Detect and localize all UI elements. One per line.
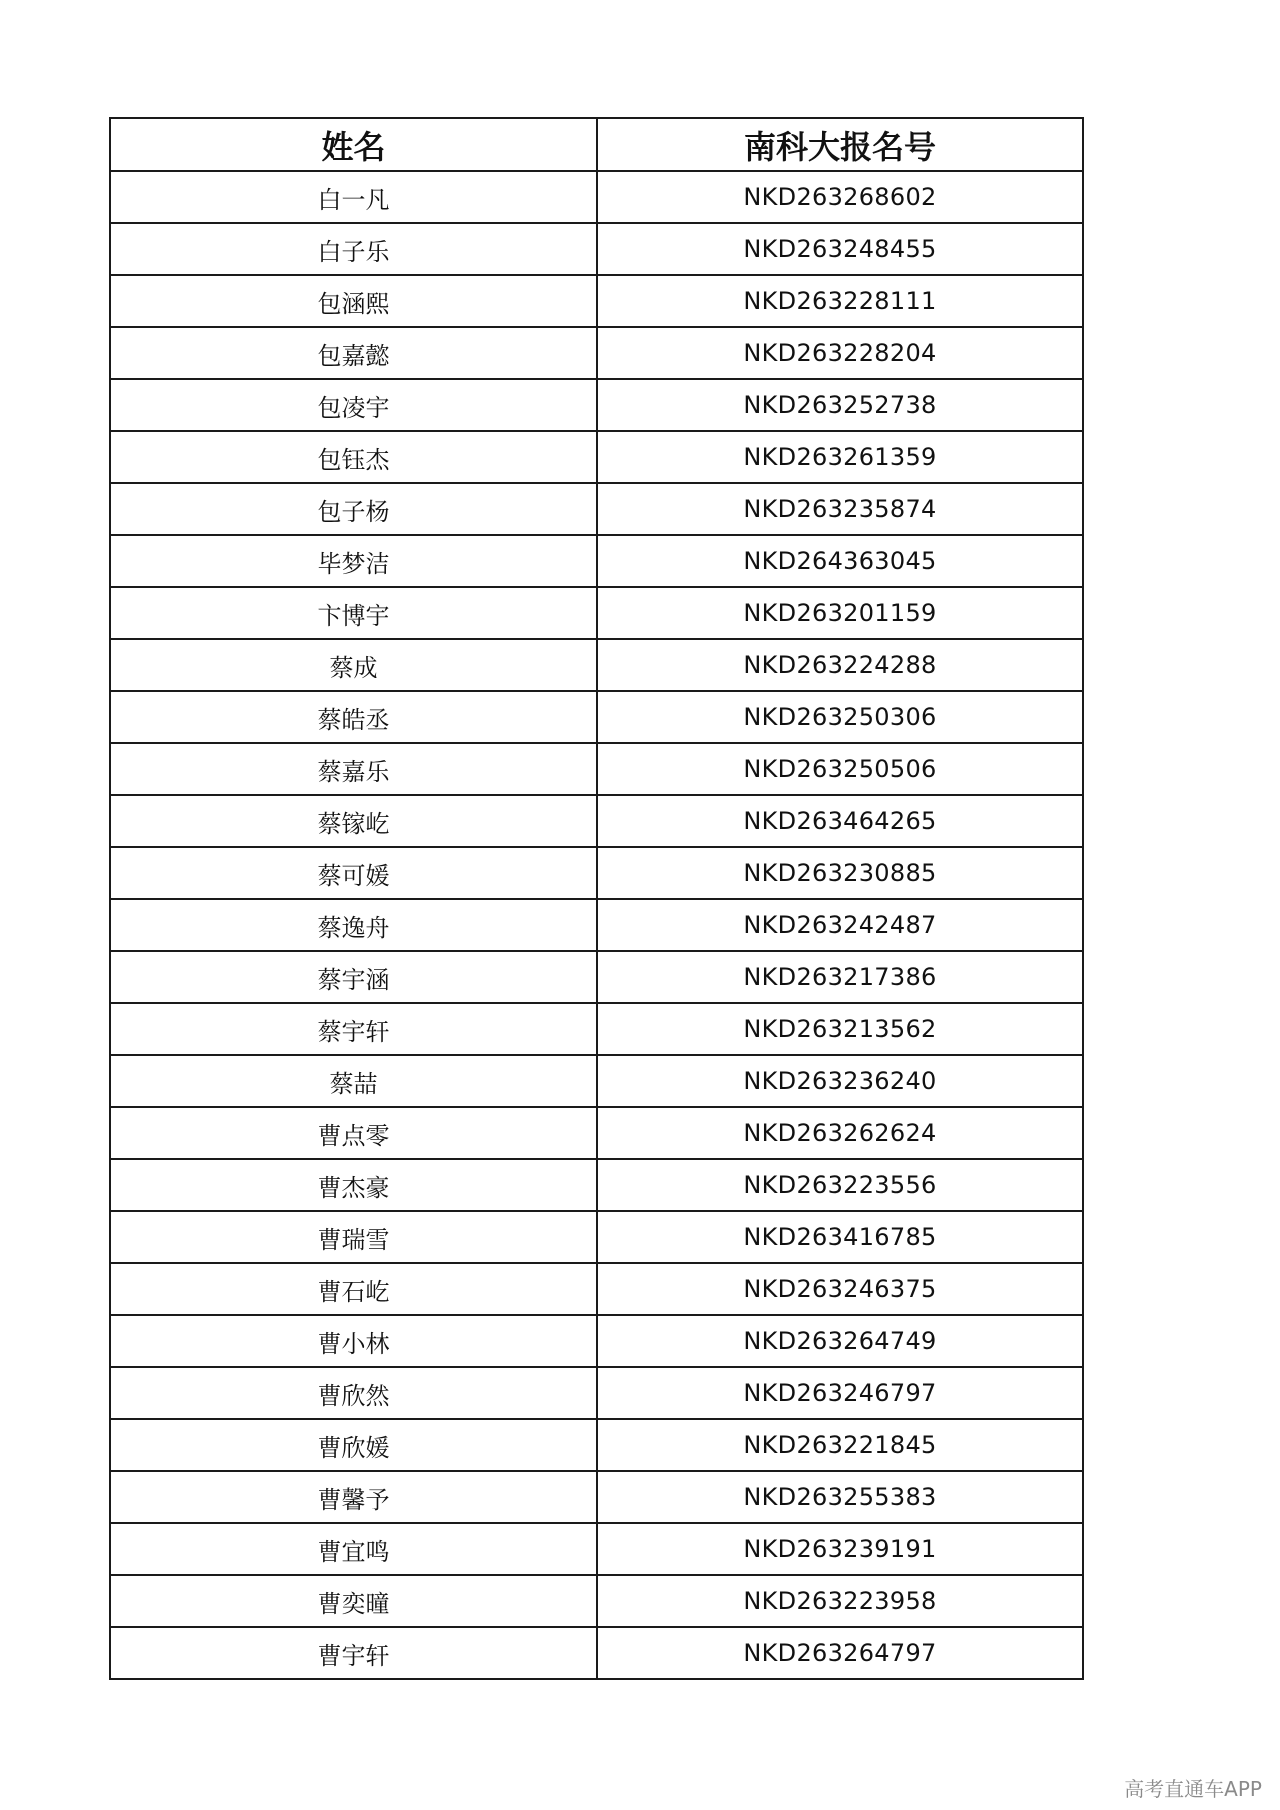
- registration-number-cell: NKD263236240: [597, 1055, 1083, 1107]
- registration-number-cell: NKD263262624: [597, 1107, 1083, 1159]
- registration-number-cell: NKD263235874: [597, 483, 1083, 535]
- student-name-cell: 曹欣媛: [110, 1419, 597, 1471]
- registration-number-cell: NKD263223958: [597, 1575, 1083, 1627]
- table-row: [110, 1627, 1083, 1679]
- registration-number-cell: NKD263213562: [597, 1003, 1083, 1055]
- student-name-cell: 蔡宇轩: [110, 1003, 597, 1055]
- student-name-cell: 蔡嘉乐: [110, 743, 597, 795]
- registration-number-cell: NKD263201159: [597, 587, 1083, 639]
- table-row: [110, 379, 1083, 431]
- table-row: [110, 1575, 1083, 1627]
- registration-number-cell: NKD263221845: [597, 1419, 1083, 1471]
- registration-number-cell: NKD263250506: [597, 743, 1083, 795]
- registration-number-cell: NKD263246375: [597, 1263, 1083, 1315]
- student-name-cell: 曹瑞雪: [110, 1211, 597, 1263]
- table-row: [110, 1523, 1083, 1575]
- student-name-cell: 曹宇轩: [110, 1627, 597, 1679]
- student-name-cell: 曹馨予: [110, 1471, 597, 1523]
- table-row: [110, 1263, 1083, 1315]
- table-row: [110, 899, 1083, 951]
- table-row: [110, 1211, 1083, 1263]
- registration-number-cell: NKD263264749: [597, 1315, 1083, 1367]
- student-name-cell: 白一凡: [110, 171, 597, 223]
- registration-number-cell: NKD263230885: [597, 847, 1083, 899]
- table-row: [110, 535, 1083, 587]
- student-name-cell: 蔡可媛: [110, 847, 597, 899]
- table-row: [110, 483, 1083, 535]
- student-name-cell: 蔡逸舟: [110, 899, 597, 951]
- table-row: [110, 691, 1083, 743]
- registration-number-cell: NKD263464265: [597, 795, 1083, 847]
- table-row: [110, 223, 1083, 275]
- table-row: [110, 1471, 1083, 1523]
- student-name-cell: 蔡皓丞: [110, 691, 597, 743]
- student-name-cell: 蔡宇涵: [110, 951, 597, 1003]
- table-row: [110, 847, 1083, 899]
- table-row: [110, 1367, 1083, 1419]
- student-name-cell: 包钰杰: [110, 431, 597, 483]
- registration-number-cell: NKD263250306: [597, 691, 1083, 743]
- table-row: [110, 951, 1083, 1003]
- student-name-cell: 曹奕曈: [110, 1575, 597, 1627]
- registration-number-cell: NKD264363045: [597, 535, 1083, 587]
- registration-number-cell: NKD263255383: [597, 1471, 1083, 1523]
- registration-number-cell: NKD263252738: [597, 379, 1083, 431]
- student-name-cell: 白子乐: [110, 223, 597, 275]
- table-row: [110, 1315, 1083, 1367]
- registration-number-cell: NKD263416785: [597, 1211, 1083, 1263]
- student-name-cell: 曹点零: [110, 1107, 597, 1159]
- registration-number-cell: NKD263268602: [597, 171, 1083, 223]
- registration-number-cell: NKD263264797: [597, 1627, 1083, 1679]
- table-row: [110, 171, 1083, 223]
- table-row: [110, 795, 1083, 847]
- registration-number-cell: NKD263239191: [597, 1523, 1083, 1575]
- student-name-cell: 包凌宇: [110, 379, 597, 431]
- registration-number-cell: NKD263261359: [597, 431, 1083, 483]
- registration-table: [109, 117, 1084, 1680]
- table-row: [110, 1055, 1083, 1107]
- student-name-cell: 曹宜鸣: [110, 1523, 597, 1575]
- student-name-cell: 曹杰豪: [110, 1159, 597, 1211]
- table-row: [110, 275, 1083, 327]
- registration-number-cell: NKD263224288: [597, 639, 1083, 691]
- table-row: [110, 743, 1083, 795]
- table-body: [110, 171, 1083, 1679]
- student-name-cell: 蔡镓屹: [110, 795, 597, 847]
- student-name-cell: 包子杨: [110, 483, 597, 535]
- registration-number-cell: NKD263228111: [597, 275, 1083, 327]
- student-name-cell: 包涵熙: [110, 275, 597, 327]
- student-name-cell: 曹石屹: [110, 1263, 597, 1315]
- table-row: [110, 1107, 1083, 1159]
- column-header-registration-number: 南科大报名号: [597, 118, 1083, 171]
- table-row: [110, 1419, 1083, 1471]
- table-row: [110, 327, 1083, 379]
- header-row: [110, 118, 1083, 171]
- registration-number-cell: NKD263242487: [597, 899, 1083, 951]
- student-name-cell: 曹欣然: [110, 1367, 597, 1419]
- student-name-cell: 蔡成: [110, 639, 597, 691]
- registration-number-cell: NKD263246797: [597, 1367, 1083, 1419]
- table-row: [110, 587, 1083, 639]
- registration-number-cell: NKD263223556: [597, 1159, 1083, 1211]
- registration-number-cell: NKD263248455: [597, 223, 1083, 275]
- table-row: [110, 431, 1083, 483]
- registration-number-cell: NKD263217386: [597, 951, 1083, 1003]
- watermark: 高考直通车APP: [1124, 1777, 1262, 1801]
- table-header: [110, 118, 1083, 171]
- student-name-cell: 卞博宇: [110, 587, 597, 639]
- registration-number-cell: NKD263228204: [597, 327, 1083, 379]
- student-name-cell: 毕梦洁: [110, 535, 597, 587]
- column-header-name: 姓名: [110, 118, 597, 171]
- student-name-cell: 蔡喆: [110, 1055, 597, 1107]
- table-row: [110, 1003, 1083, 1055]
- table-row: [110, 1159, 1083, 1211]
- student-name-cell: 曹小林: [110, 1315, 597, 1367]
- table-row: [110, 639, 1083, 691]
- student-name-cell: 包嘉懿: [110, 327, 597, 379]
